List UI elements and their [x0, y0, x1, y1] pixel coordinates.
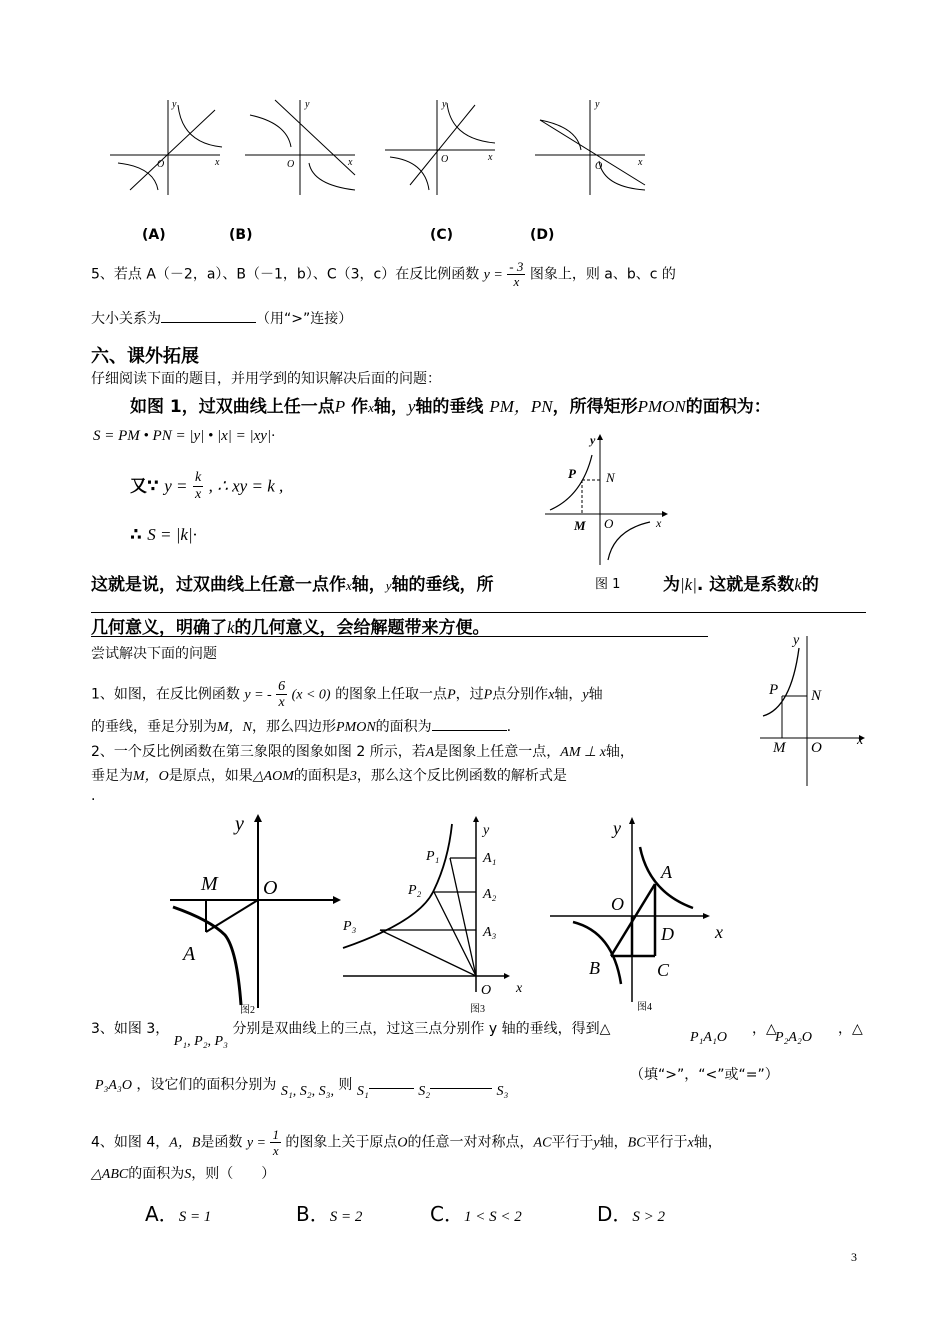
fig1-p-label: P — [568, 466, 576, 481]
fig3-a3-label: A₃ — [483, 925, 497, 940]
fig2-o-label: O — [263, 877, 278, 899]
axis-y-label: y — [305, 99, 310, 110]
fig3-p3-label: P₃ — [343, 919, 357, 934]
q1fig-m-label: M — [773, 740, 786, 756]
axis-y-label: y — [595, 99, 600, 110]
fig4-d-label: D — [661, 924, 674, 944]
fig4-y-label: y — [613, 818, 621, 838]
fig4-caption: 图4 — [637, 1002, 652, 1013]
fig3-x-label: x — [516, 981, 523, 996]
origin-label: O — [287, 159, 295, 170]
fig2-y-label: y — [235, 813, 244, 835]
fig3-p2-label: P₂ — [408, 883, 422, 898]
axis-x-label: x — [638, 157, 643, 168]
divider-line-2 — [91, 636, 708, 637]
fig4-x-label: x — [715, 922, 723, 942]
axis-y-label: y — [442, 99, 447, 110]
meaning-line1: 这就是说，过双曲线上任意一点作x轴，y轴的垂线，所 — [91, 575, 494, 595]
option-label-a: (A) — [142, 227, 166, 243]
q2-line2: 垂足为M，O是原点，如果△AOM的面积是3，那么这个反比例函数的解析式是 — [91, 768, 567, 784]
fig3-a2-label: A₂ — [483, 887, 497, 902]
q4-line2: △ABC的面积为S，则（ ） — [91, 1166, 276, 1182]
fig1-m-label: M — [574, 518, 586, 533]
fig3-p1-label: P₁ — [426, 849, 440, 864]
fig4-o-label: O — [611, 894, 624, 914]
q5-line2: 大小关系为 （用“>”连接） — [91, 311, 353, 327]
formula-s-k: ∴ S = |k|· — [130, 525, 197, 545]
q1-line2: 的垂线，垂足分别为M，N，那么四边形PMON的面积为 . — [91, 719, 512, 735]
graph-option-d — [535, 95, 655, 195]
q3-sep1: ，△ — [752, 1021, 777, 1037]
q3-sep2: ，△ — [838, 1021, 863, 1037]
section-intro: 仔细阅读下面的题目，并用学到的知识解决后面的问题： — [91, 371, 441, 387]
q2-line1: 2、一个反比例函数在第三象限的图象如图 2 所示，若A是图象上任意一点，AM ⊥ x轴， — [91, 744, 634, 760]
answer-blank[interactable] — [432, 730, 507, 731]
option-label-d: (D) — [530, 227, 555, 243]
fig2-a-label: A — [183, 943, 196, 965]
fig1-x-label: x — [656, 516, 662, 530]
q4-option-b[interactable]: B．S = 2 — [296, 1202, 363, 1226]
fig4-b-label: B — [589, 958, 600, 978]
fig1-o-label: O — [604, 516, 614, 531]
q3-t1: P₁A₁O — [690, 1030, 727, 1045]
origin-label: O — [441, 154, 449, 165]
origin-label: O — [595, 161, 603, 172]
q1fig-o-label: O — [811, 740, 822, 756]
q4-option-d[interactable]: D．S > 2 — [597, 1202, 666, 1226]
q3-t2: P₂A₂O — [775, 1030, 812, 1045]
fig4-c-label: C — [657, 960, 670, 980]
q1fig-p-label: P — [769, 682, 779, 698]
q2-dot: . — [91, 788, 96, 804]
axis-x-label: x — [348, 157, 353, 168]
q1fig-x-label: x — [857, 733, 864, 748]
fig2-caption: 图2 — [240, 1005, 255, 1016]
q3-line2: P₃A₃O ，设它们的面积分别为 S₁, S₂, S₃, 则 S₁ S₂ S₃ — [95, 1077, 509, 1099]
q1fig-y-label: y — [793, 633, 800, 648]
axis-x-label: x — [488, 152, 493, 163]
answer-blank[interactable] — [369, 1088, 414, 1089]
example-line1: 如图 1，过双曲线上任一点P 作x轴，y轴的垂线 PM，PN，所得矩形PMON的面积为： — [130, 397, 771, 417]
q4-option-a[interactable]: A．S = 1 — [145, 1202, 212, 1226]
fig3-a1-label: A₁ — [483, 851, 497, 866]
figure-3 — [338, 812, 538, 1017]
meaning-line1-end: 为|k|. 这就是系数k的 — [663, 575, 819, 595]
q4-option-c[interactable]: C．1 < S < 2 — [430, 1202, 522, 1226]
graph-option-a — [110, 95, 230, 195]
axis-y-label: y — [172, 99, 177, 110]
section-title: 六、课外拓展 — [91, 346, 199, 367]
origin-label: O — [157, 159, 165, 170]
q3-fill-hint: （填“>”，“<”或“=”） — [630, 1067, 779, 1083]
q4-line1: 4、如图 4，A，B是函数 y = $\frac{1}{x}$ 的图象上关于原点O的任意一对对称点，AC平行于y轴，BC平行于x轴， — [91, 1127, 722, 1158]
q1fig-n-label: N — [811, 688, 822, 704]
fig1-n-label: N — [606, 470, 615, 485]
option-label-b: (B) — [229, 227, 253, 243]
fig1-caption: 图 1 — [595, 577, 621, 592]
formula-k: 又∵ y = $\frac{k}{x}$ , ∴ xy = k , — [130, 470, 284, 502]
formula-area: S = PM • PN = |y| • |x| = |xy|· — [93, 428, 275, 444]
fig3-y-label: y — [483, 823, 490, 838]
figure-1 — [540, 430, 670, 570]
q3-line1: 3、如图 3， P₁, P₂, P₃ 分别是双曲线上的三点，过这三点分别作 y 轴的垂线，得到△ — [91, 1021, 611, 1049]
q1-line1: 1、如图，在反比例函数 y = - $\frac{6}{x}$ (x < 0) 的图象上任取一点P，过P点分别作x轴，y轴 — [91, 679, 603, 710]
q5-line1: 5、若点 A（－2，a）、B（－1，b）、C（3，c）在反比例函数 y = $\frac{- 3}{x}$ 图象上，则 a、b、c 的 — [91, 259, 676, 289]
answer-blank[interactable] — [161, 322, 256, 323]
answer-blank[interactable] — [430, 1088, 492, 1089]
figure-q1 — [755, 628, 870, 788]
graph-option-b — [245, 95, 365, 195]
graph-option-c — [385, 95, 505, 195]
figure-4 — [545, 812, 745, 1017]
fig2-m-label: M — [201, 873, 218, 895]
fig3-caption: 图3 — [470, 1004, 485, 1015]
option-label-c: (C) — [430, 227, 454, 243]
fig1-y-label: y — [590, 433, 596, 447]
axis-x-label: x — [215, 157, 220, 168]
try-heading: 尝试解决下面的问题 — [91, 646, 217, 662]
fig3-o-label: O — [481, 983, 492, 998]
page-number: 3 — [851, 1250, 857, 1264]
figure-2 — [165, 810, 350, 1015]
fig4-a-label: A — [661, 862, 672, 882]
meaning-line2: 几何意义，明确了k的几何意义，会给解题带来方便。 — [91, 618, 490, 638]
